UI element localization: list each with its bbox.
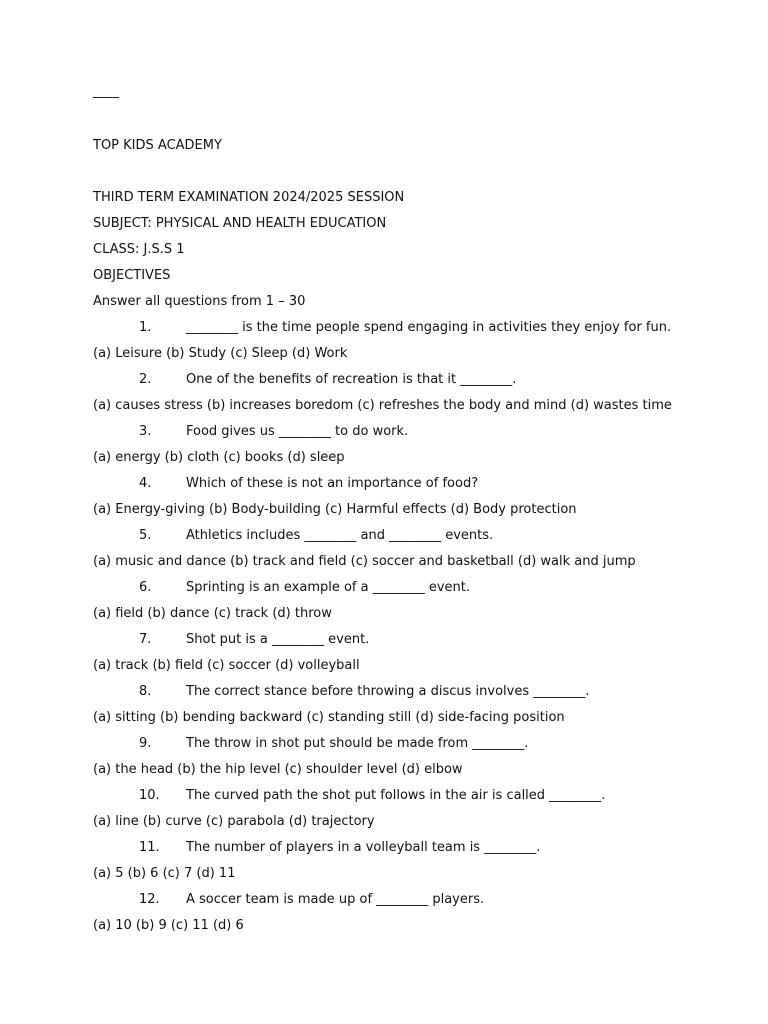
- question-text-6: Sprinting is an example of a ________ event.: [186, 580, 471, 595]
- top-rule: ____: [93, 84, 119, 99]
- question-number-4: 4.: [139, 476, 152, 491]
- question-number-3: 3.: [139, 424, 152, 439]
- question-options-12: (a) 10 (b) 9 (c) 11 (d) 6: [93, 918, 244, 933]
- question-number-2: 2.: [139, 372, 152, 387]
- question-options-9: (a) the head (b) the hip level (c) shoulder level (d) elbow: [93, 762, 463, 777]
- question-text-11: The number of players in a volleyball team is ________.: [186, 840, 541, 855]
- question-text-9: The throw in shot put should be made from ________.: [186, 736, 529, 751]
- question-number-12: 12.: [139, 892, 160, 907]
- question-options-3: (a) energy (b) cloth (c) books (d) sleep: [93, 450, 345, 465]
- instruction-line: Answer all questions from 1 – 30: [93, 294, 306, 309]
- school-name: TOP KIDS ACADEMY: [93, 138, 222, 153]
- question-number-6: 6.: [139, 580, 152, 595]
- exam-title: THIRD TERM EXAMINATION 2024/2025 SESSION: [93, 190, 405, 205]
- question-text-4: Which of these is not an importance of food?: [186, 476, 479, 491]
- class-line: CLASS: J.S.S 1: [93, 242, 185, 257]
- question-options-10: (a) line (b) curve (c) parabola (d) trajectory: [93, 814, 375, 829]
- question-number-8: 8.: [139, 684, 152, 699]
- question-text-3: Food gives us ________ to do work.: [186, 424, 409, 439]
- question-text-2: One of the benefits of recreation is that it ________.: [186, 372, 517, 387]
- question-options-11: (a) 5 (b) 6 (c) 7 (d) 11: [93, 866, 236, 881]
- question-text-5: Athletics includes ________ and ________ events.: [186, 528, 494, 543]
- question-options-2: (a) causes stress (b) increases boredom (c) refreshes the body and mind (d) wastes time: [93, 398, 672, 413]
- question-options-4: (a) Energy-giving (b) Body-building (c) Harmful effects (d) Body protection: [93, 502, 577, 517]
- question-number-5: 5.: [139, 528, 152, 543]
- question-number-1: 1.: [139, 320, 152, 335]
- question-number-7: 7.: [139, 632, 152, 647]
- question-text-1: ________ is the time people spend engaging in activities they enjoy for fun.: [186, 320, 672, 335]
- question-options-5: (a) music and dance (b) track and field (c) soccer and basketball (d) walk and jump: [93, 554, 636, 569]
- question-number-9: 9.: [139, 736, 152, 751]
- question-options-1: (a) Leisure (b) Study (c) Sleep (d) Work: [93, 346, 348, 361]
- question-text-8: The correct stance before throwing a discus involves ________.: [186, 684, 590, 699]
- section-title: OBJECTIVES: [93, 268, 171, 283]
- question-text-12: A soccer team is made up of ________ players.: [186, 892, 485, 907]
- question-text-7: Shot put is a ________ event.: [186, 632, 370, 647]
- question-options-6: (a) field (b) dance (c) track (d) throw: [93, 606, 332, 621]
- question-number-10: 10.: [139, 788, 160, 803]
- question-options-7: (a) track (b) field (c) soccer (d) volleyball: [93, 658, 360, 673]
- subject-line: SUBJECT: PHYSICAL AND HEALTH EDUCATION: [93, 216, 387, 231]
- question-number-11: 11.: [139, 840, 160, 855]
- question-text-10: The curved path the shot put follows in the air is called ________.: [186, 788, 606, 803]
- question-options-8: (a) sitting (b) bending backward (c) standing still (d) side-facing position: [93, 710, 565, 725]
